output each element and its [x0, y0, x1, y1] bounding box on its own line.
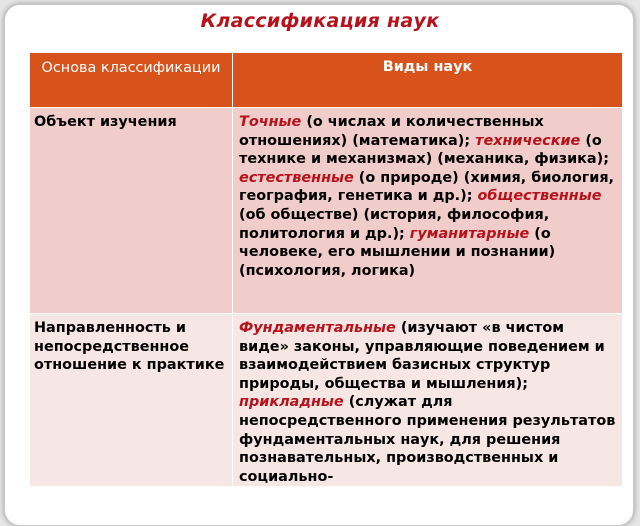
science-desc: (служат для непосредственного применения результатов фундаментальных наук, для решения познавательных, производственных и социально-	[239, 394, 616, 485]
science-type: Фундаментальные	[239, 320, 396, 336]
header-basis: Основа классификации	[30, 53, 233, 108]
science-desc: (изучают «в чистом виде» законы, управляющие поведением и взаимодействием базисных структур природы, общества и мышления);	[239, 320, 605, 392]
science-desc: (о человеке, его мышлении и познании) (психология, логика)	[239, 225, 556, 279]
row-basis: Направленность и непосредственное отношение к практике	[30, 314, 233, 487]
page-title: Классификация наук	[200, 10, 440, 32]
science-type: гуманитарные	[409, 225, 530, 242]
table-row	[30, 108, 623, 314]
science-desc: (об обществе) (история, философия, политология и др.);	[239, 206, 550, 242]
science-desc: (о технике и механизмах) (механика, физика);	[239, 132, 609, 168]
table-header-row	[30, 53, 623, 108]
science-type: прикладные	[239, 394, 344, 411]
header-types: Виды наук	[233, 53, 623, 108]
classification-table	[29, 52, 623, 487]
row-content	[233, 314, 623, 487]
row-content	[233, 108, 623, 314]
science-type: общественные	[477, 188, 602, 205]
row-basis: Объект изучения	[30, 108, 233, 314]
science-type: технические	[475, 132, 581, 149]
science-desc: (о природе) (химия, биология, география, генетика и др.);	[239, 169, 615, 205]
table-row	[30, 314, 623, 487]
science-type: естественные	[239, 169, 354, 186]
science-type: Точные	[239, 114, 302, 130]
science-desc: (о числах и количественных отношениях) (математика);	[239, 114, 544, 149]
